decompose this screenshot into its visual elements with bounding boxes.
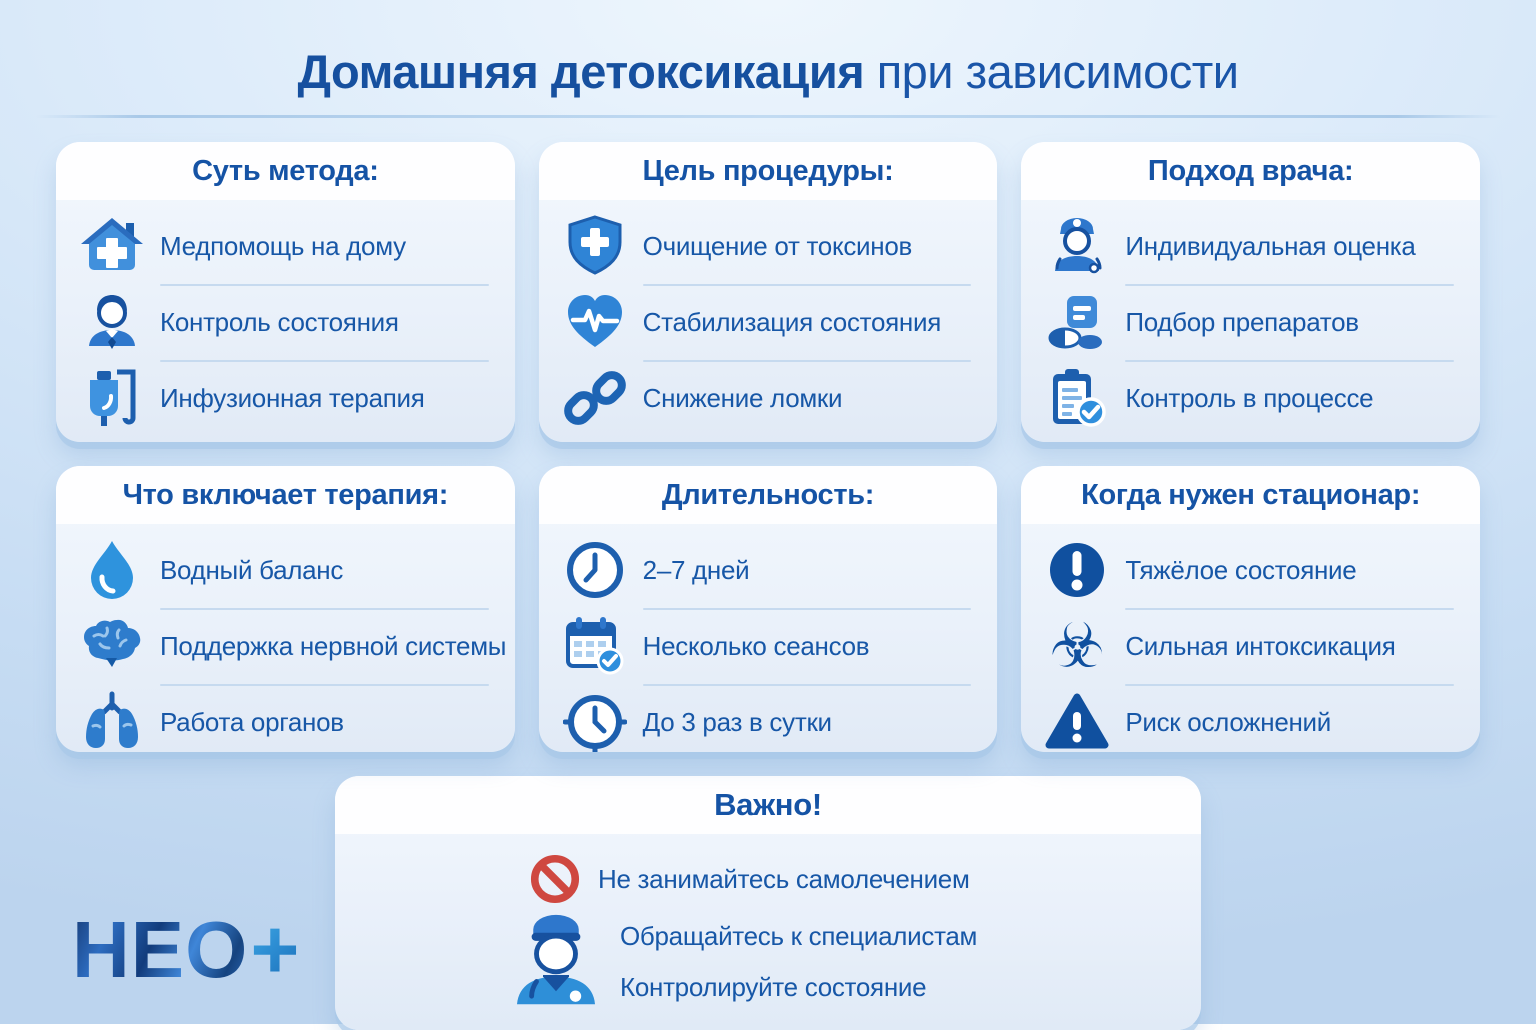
no-entry-icon [528,852,582,906]
item-label: 2–7 дней [642,554,750,585]
card-hospital-needed [1021,466,1480,752]
list-item [563,360,974,436]
list-item [80,608,507,684]
card-doctor-approach [1021,142,1480,442]
list-item [80,532,491,608]
item-label: Медпомощь на дому [160,230,406,261]
card-header: Что включает терапия: [56,466,515,524]
list-item [563,608,974,684]
brain-icon [80,614,144,678]
important-body [335,834,1201,1030]
page-title [0,44,1536,99]
card-body [1021,524,1480,752]
clipboard-check-icon [1045,366,1109,430]
item-label: Не занимайтесь самолечением [598,863,970,894]
heart-pulse-icon [563,290,627,354]
list-item [1045,208,1456,284]
list-item-group [528,910,1008,1014]
item-label: Риск осложнений [1125,706,1331,737]
list-item [1045,284,1456,360]
doctor-cap-icon [1045,214,1109,278]
card-body [56,524,515,752]
item-label: Очищение от токсинов [642,230,912,261]
header [0,0,1536,118]
list-item [1045,608,1456,684]
biohazard-icon: ☣ [1049,609,1106,682]
item-label: Индивидуальная оценка [1125,230,1416,261]
item-label: Обращайтесь к специалистам [620,921,978,951]
list-item [1045,360,1456,436]
card-header: Суть метода: [56,142,515,200]
list-item [563,284,974,360]
water-drop-icon [80,538,144,602]
item-label: Стабилизация состояния [642,306,941,337]
list-item [80,208,491,284]
page-title-regular: при зависимости [864,45,1239,98]
item-label: Тяжёлое состояние [1125,554,1357,585]
card-body [1021,200,1480,442]
card-duration [539,466,998,752]
item-label: Контролируйте состояние [620,972,927,1002]
logo-plus-icon: + [250,902,300,996]
item-label: Сильная интоксикация [1125,630,1396,661]
important-labels [620,921,977,1003]
card-body [539,524,998,752]
item-label: До 3 раз в сутки [642,706,832,737]
item-label: Контроль состояния [160,306,399,337]
card-header: Длительность: [539,466,998,524]
page-title-bold: Домашняя детоксикация [297,45,865,98]
item-label: Водный баланс [160,554,344,585]
card-header: Цель процедуры: [539,142,998,200]
card-therapy-includes [56,466,515,752]
clock-icon [563,538,627,602]
cards-row-1 [56,142,1480,442]
lungs-icon [80,690,144,752]
house-cross-icon [80,214,144,278]
item-label: Несколько сеансов [642,630,870,661]
list-item [1045,532,1456,608]
item-label: Подбор препаратов [1125,306,1359,337]
list-item [528,852,1008,906]
brand-logo [72,901,299,998]
list-item [80,684,491,752]
card-body [56,200,515,442]
chain-link-icon [563,366,627,430]
list-item [563,532,974,608]
calendar-check-icon [563,614,627,678]
card-header: Подход врача: [1021,142,1480,200]
surgeon-icon [504,910,608,1014]
iv-bag-icon [80,366,144,430]
doctor-icon [80,290,144,354]
alarm-clock-icon [563,690,627,752]
warning-triangle-icon [1045,690,1109,752]
list-item [80,284,491,360]
list-item [563,208,974,284]
title-divider [36,115,1500,118]
card-method-essence [56,142,515,442]
item-label: Поддержка нервной системы [160,630,507,661]
list-item [80,360,491,436]
card-procedure-goal [539,142,998,442]
pills-icon [1045,290,1109,354]
card-body [539,200,998,442]
item-label: Инфузионная терапия [160,382,425,413]
item-label: Контроль в процессе [1125,382,1374,413]
list-item [1045,684,1456,752]
important-header: Важно! [335,776,1201,834]
card-header: Когда нужен стационар: [1021,466,1480,524]
card-important [335,776,1201,1030]
item-label: Работа органов [160,706,344,737]
cards-row-2 [56,466,1480,752]
exclamation-circle-icon [1045,538,1109,602]
item-label: Снижение ломки [642,382,843,413]
list-item [563,684,974,752]
shield-cross-icon [563,214,627,278]
logo-text: НЕО [72,904,249,994]
